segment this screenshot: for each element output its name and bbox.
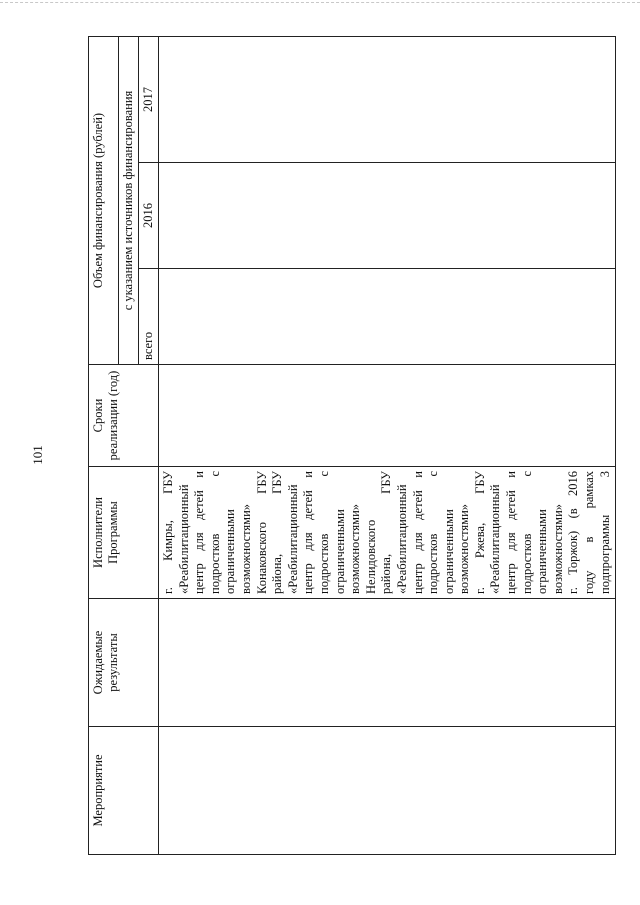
executor-line: возможностями» (238, 503, 253, 594)
executor-line: подростков с (426, 471, 441, 594)
executor-line: ограниченными (441, 509, 456, 594)
cell-total (159, 269, 616, 365)
executor-line: возможностями» (457, 503, 472, 594)
page-number: 101 (30, 445, 45, 465)
cell-executors (159, 467, 616, 599)
executor-line: ограниченными (223, 509, 238, 594)
executor-line: подпрограммы 3 (597, 471, 612, 594)
executor-line: г. Ржева, ГБУ (472, 471, 487, 594)
top-scan-edge (0, 2, 640, 3)
executor-line: «Реабилитационный (176, 484, 191, 594)
rotated-page-content (88, 37, 612, 855)
executor-line: района, ГБУ (270, 471, 285, 594)
cell-terms (159, 365, 616, 467)
executors-text (161, 471, 613, 594)
executor-line: г. Кимры, ГБУ (161, 471, 175, 594)
executor-line: «Реабилитационный (285, 484, 300, 594)
header-expected-results: Ожидаемые результаты (89, 599, 159, 727)
executor-line: Конаковского ГБУ (254, 471, 269, 594)
header-year-2016: 2016 (139, 163, 159, 269)
header-total: всего (139, 269, 159, 365)
executor-line: ограниченными (332, 509, 347, 594)
executor-line: центр для детей и (301, 471, 316, 594)
executor-line: подростков с (519, 471, 534, 594)
header-funding-volume: Объем финансирования (рублей) (89, 36, 119, 364)
executor-line: «Реабилитационный (394, 484, 409, 594)
executor-line: подростков с (316, 471, 331, 594)
executor-line: района, ГБУ (379, 471, 394, 594)
executor-line: возможностями» (348, 503, 363, 594)
executor-line: центр для детей и (504, 471, 519, 594)
cell-expected-results (159, 599, 616, 727)
executor-line: центр для детей и (192, 471, 207, 594)
executor-line: Нелидовского (363, 519, 378, 594)
header-funding-sources: с указанием источников финансирования (119, 36, 139, 364)
executor-line: «Реабилитационный (488, 484, 503, 594)
cell-2017 (159, 36, 616, 162)
header-event: Мероприятие (89, 727, 159, 855)
cell-2016 (159, 163, 616, 269)
executor-line: возможностями» (550, 503, 565, 594)
executor-line: г. Торжок) (в 2016 (566, 471, 581, 594)
cell-event (159, 727, 616, 855)
header-year-2017: 2017 (139, 36, 159, 162)
header-terms: Сроки реализации (год) (89, 365, 159, 467)
header-executors: Исполнители Программы (89, 467, 159, 599)
executor-line: году в рамках (582, 471, 597, 594)
executor-line: ограниченными (535, 509, 550, 594)
executor-line: подростков с (207, 471, 222, 594)
executor-line: центр для детей и (410, 471, 425, 594)
program-table (88, 36, 616, 855)
